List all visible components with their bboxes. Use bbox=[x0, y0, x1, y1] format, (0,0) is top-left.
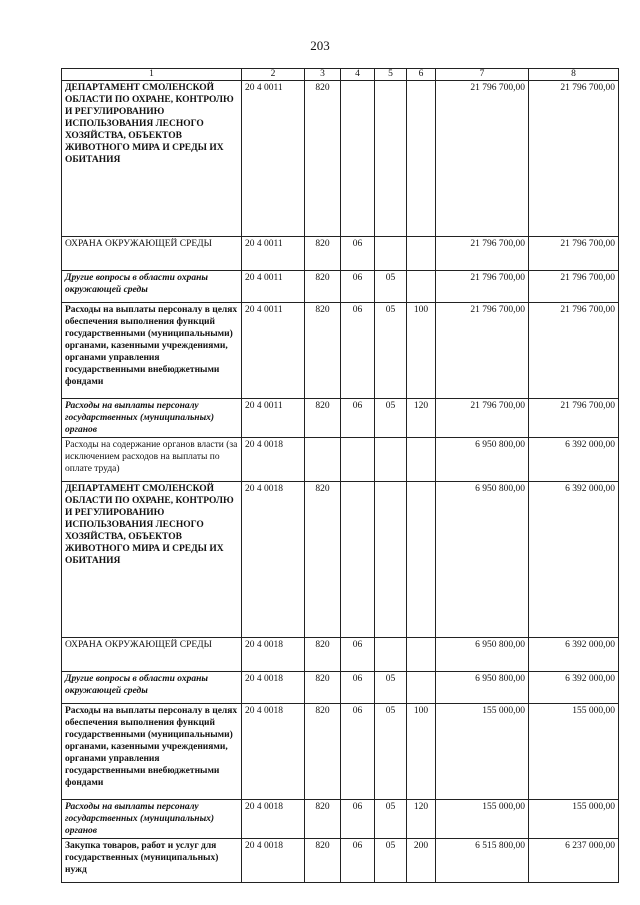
row-expense-type-cell bbox=[407, 638, 436, 672]
row-subsection-cell bbox=[375, 438, 407, 482]
row-section-cell: 06 bbox=[341, 839, 375, 883]
row-subsection-cell: 05 bbox=[375, 704, 407, 800]
row-expense-type-cell: 200 bbox=[407, 839, 436, 883]
row-ministry-cell: 820 bbox=[305, 839, 341, 883]
table-row bbox=[62, 839, 619, 883]
row-expense-type-cell: 120 bbox=[407, 399, 436, 438]
row-expense-type-cell: 100 bbox=[407, 704, 436, 800]
row-amount-1-cell: 21 796 700,00 bbox=[436, 271, 529, 303]
row-ministry-cell bbox=[305, 438, 341, 482]
row-section-cell bbox=[341, 438, 375, 482]
row-amount-2-cell: 6 392 000,00 bbox=[529, 638, 619, 672]
row-amount-1-cell: 21 796 700,00 bbox=[436, 399, 529, 438]
row-name-cell: Другие вопросы в области охраны окружающей среды bbox=[62, 672, 242, 704]
col-header-5: 5 bbox=[375, 69, 407, 81]
row-amount-2-cell: 21 796 700,00 bbox=[529, 303, 619, 399]
table-body bbox=[62, 81, 619, 883]
row-amount-2-cell: 21 796 700,00 bbox=[529, 81, 619, 237]
row-section-cell: 06 bbox=[341, 638, 375, 672]
row-section-cell bbox=[341, 81, 375, 237]
budget-table bbox=[61, 68, 619, 883]
row-ministry-cell: 820 bbox=[305, 482, 341, 638]
table-row bbox=[62, 638, 619, 672]
row-amount-2-cell: 155 000,00 bbox=[529, 704, 619, 800]
row-subsection-cell: 05 bbox=[375, 672, 407, 704]
col-header-4: 4 bbox=[341, 69, 375, 81]
col-header-8: 8 bbox=[529, 69, 619, 81]
row-code-cell: 20 4 0018 bbox=[242, 482, 305, 638]
row-amount-1-cell: 6 950 800,00 bbox=[436, 672, 529, 704]
row-name-cell: Другие вопросы в области охраны окружающей среды bbox=[62, 271, 242, 303]
row-subsection-cell: 05 bbox=[375, 399, 407, 438]
col-header-6: 6 bbox=[407, 69, 436, 81]
row-amount-2-cell: 6 237 000,00 bbox=[529, 839, 619, 883]
row-amount-1-cell: 6 950 800,00 bbox=[436, 638, 529, 672]
table-row bbox=[62, 482, 619, 638]
row-expense-type-cell bbox=[407, 482, 436, 638]
row-ministry-cell: 820 bbox=[305, 800, 341, 839]
header-row bbox=[62, 69, 619, 81]
table-row bbox=[62, 672, 619, 704]
row-expense-type-cell bbox=[407, 81, 436, 237]
table-row bbox=[62, 81, 619, 237]
row-section-cell: 06 bbox=[341, 704, 375, 800]
table-row bbox=[62, 271, 619, 303]
row-ministry-cell: 820 bbox=[305, 303, 341, 399]
row-code-cell: 20 4 0018 bbox=[242, 672, 305, 704]
row-name-cell: Расходы на выплаты персоналу в целях обеспечения выполнения функций государственными (муниципальными) органами, казенными учреждениями, органами управления государственными внебюджетными фондами bbox=[62, 303, 242, 399]
row-amount-1-cell: 6 950 800,00 bbox=[436, 482, 529, 638]
row-expense-type-cell bbox=[407, 237, 436, 271]
row-section-cell: 06 bbox=[341, 399, 375, 438]
row-subsection-cell: 05 bbox=[375, 271, 407, 303]
row-subsection-cell bbox=[375, 482, 407, 638]
row-expense-type-cell bbox=[407, 672, 436, 704]
row-section-cell: 06 bbox=[341, 672, 375, 704]
row-expense-type-cell bbox=[407, 438, 436, 482]
row-name-cell: ОХРАНА ОКРУЖАЮЩЕЙ СРЕДЫ bbox=[62, 237, 242, 271]
row-ministry-cell: 820 bbox=[305, 672, 341, 704]
row-name-cell: Закупка товаров, работ и услуг для государственных (муниципальных) нужд bbox=[62, 839, 242, 883]
row-amount-1-cell: 21 796 700,00 bbox=[436, 303, 529, 399]
table-row bbox=[62, 704, 619, 800]
row-amount-2-cell: 21 796 700,00 bbox=[529, 237, 619, 271]
row-amount-2-cell: 21 796 700,00 bbox=[529, 271, 619, 303]
table-row bbox=[62, 303, 619, 399]
row-name-cell: ДЕПАРТАМЕНТ СМОЛЕНСКОЙ ОБЛАСТИ ПО ОХРАНЕ, КОНТРОЛЮ И РЕГУЛИРОВАНИЮ ИСПОЛЬЗОВАНИЯ ЛЕСНОГО ХОЗЯЙСТВА, ОБЪЕКТОВ ЖИВОТНОГО МИРА И СРЕДЫ ИХ ОБИТАНИЯ bbox=[62, 81, 242, 237]
row-ministry-cell: 820 bbox=[305, 81, 341, 237]
row-amount-2-cell: 155 000,00 bbox=[529, 800, 619, 839]
row-name-cell: ОХРАНА ОКРУЖАЮЩЕЙ СРЕДЫ bbox=[62, 638, 242, 672]
row-amount-1-cell: 6 515 800,00 bbox=[436, 839, 529, 883]
row-ministry-cell: 820 bbox=[305, 638, 341, 672]
row-subsection-cell bbox=[375, 237, 407, 271]
table-row bbox=[62, 237, 619, 271]
row-subsection-cell: 05 bbox=[375, 800, 407, 839]
row-code-cell: 20 4 0018 bbox=[242, 438, 305, 482]
row-code-cell: 20 4 0018 bbox=[242, 800, 305, 839]
row-code-cell: 20 4 0018 bbox=[242, 839, 305, 883]
row-code-cell: 20 4 0011 bbox=[242, 237, 305, 271]
row-amount-2-cell: 21 796 700,00 bbox=[529, 399, 619, 438]
row-amount-2-cell: 6 392 000,00 bbox=[529, 482, 619, 638]
table-row bbox=[62, 800, 619, 839]
row-code-cell: 20 4 0011 bbox=[242, 399, 305, 438]
table-row bbox=[62, 438, 619, 482]
row-code-cell: 20 4 0018 bbox=[242, 638, 305, 672]
col-header-3: 3 bbox=[305, 69, 341, 81]
page-number: 203 bbox=[310, 38, 330, 53]
row-subsection-cell bbox=[375, 81, 407, 237]
row-name-cell: Расходы на выплаты персоналу государственных (муниципальных) органов bbox=[62, 399, 242, 438]
row-code-cell: 20 4 0011 bbox=[242, 81, 305, 237]
row-code-cell: 20 4 0011 bbox=[242, 271, 305, 303]
row-name-cell: ДЕПАРТАМЕНТ СМОЛЕНСКОЙ ОБЛАСТИ ПО ОХРАНЕ, КОНТРОЛЮ И РЕГУЛИРОВАНИЮ ИСПОЛЬЗОВАНИЯ ЛЕСНОГО ХОЗЯЙСТВА, ОБЪЕКТОВ ЖИВОТНОГО МИРА И СРЕДЫ ИХ ОБИТАНИЯ bbox=[62, 482, 242, 638]
row-amount-1-cell: 155 000,00 bbox=[436, 800, 529, 839]
row-ministry-cell: 820 bbox=[305, 399, 341, 438]
row-section-cell: 06 bbox=[341, 800, 375, 839]
row-subsection-cell: 05 bbox=[375, 839, 407, 883]
row-section-cell: 06 bbox=[341, 237, 375, 271]
row-section-cell bbox=[341, 482, 375, 638]
row-section-cell: 06 bbox=[341, 303, 375, 399]
row-section-cell: 06 bbox=[341, 271, 375, 303]
col-header-1: 1 bbox=[62, 69, 242, 81]
row-name-cell: Расходы на выплаты персоналу в целях обеспечения выполнения функций государственными (муниципальными) органами, казенными учреждениями, органами управления государственными внебюджетными фондами bbox=[62, 704, 242, 800]
row-ministry-cell: 820 bbox=[305, 704, 341, 800]
col-header-7: 7 bbox=[436, 69, 529, 81]
row-subsection-cell bbox=[375, 638, 407, 672]
row-expense-type-cell: 100 bbox=[407, 303, 436, 399]
row-name-cell: Расходы на выплаты персоналу государственных (муниципальных) органов bbox=[62, 800, 242, 839]
row-expense-type-cell: 120 bbox=[407, 800, 436, 839]
row-subsection-cell: 05 bbox=[375, 303, 407, 399]
row-ministry-cell: 820 bbox=[305, 237, 341, 271]
row-amount-1-cell: 21 796 700,00 bbox=[436, 81, 529, 237]
row-code-cell: 20 4 0018 bbox=[242, 704, 305, 800]
row-amount-1-cell: 21 796 700,00 bbox=[436, 237, 529, 271]
row-name-cell: Расходы на содержание органов власти (за исключением расходов на выплаты по оплате труда) bbox=[62, 438, 242, 482]
table-row bbox=[62, 399, 619, 438]
row-code-cell: 20 4 0011 bbox=[242, 303, 305, 399]
row-ministry-cell: 820 bbox=[305, 271, 341, 303]
col-header-2: 2 bbox=[242, 69, 305, 81]
row-amount-1-cell: 6 950 800,00 bbox=[436, 438, 529, 482]
row-expense-type-cell bbox=[407, 271, 436, 303]
row-amount-1-cell: 155 000,00 bbox=[436, 704, 529, 800]
row-amount-2-cell: 6 392 000,00 bbox=[529, 672, 619, 704]
row-amount-2-cell: 6 392 000,00 bbox=[529, 438, 619, 482]
